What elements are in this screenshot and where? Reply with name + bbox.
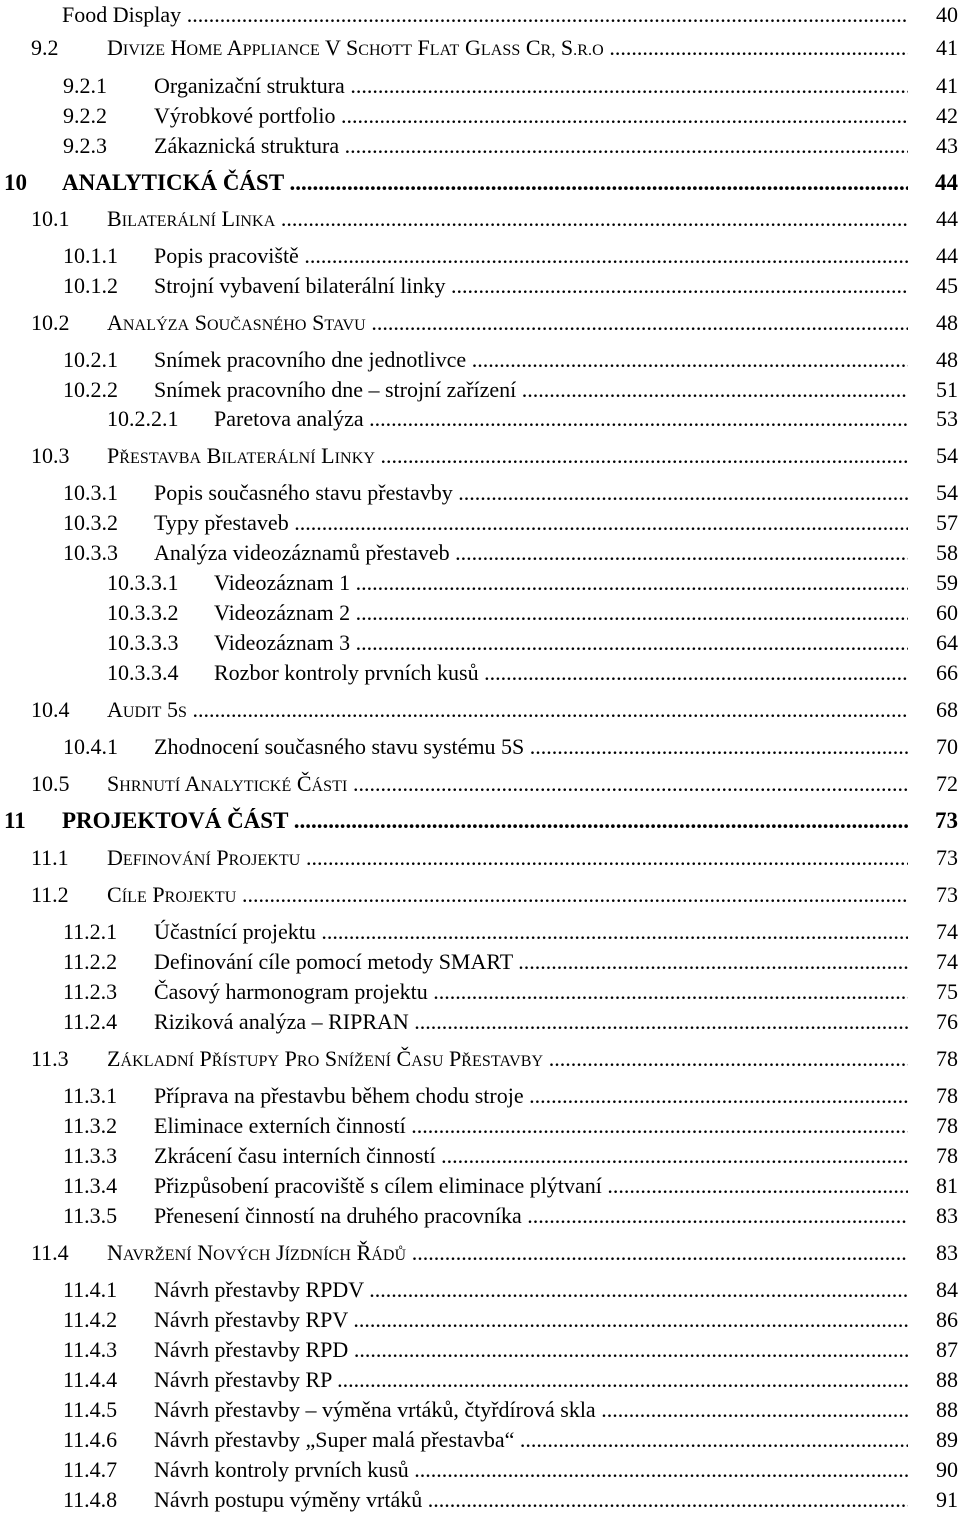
toc-entry-number: 10.2.2 (63, 377, 118, 402)
toc-entry[interactable] (0, 131, 958, 161)
toc-entry-page-number: 76 (936, 1009, 958, 1034)
toc-entry[interactable] (0, 1485, 958, 1515)
toc-entry-page-number: 78 (936, 1046, 958, 1071)
toc-entry-number: 10.3.3.1 (107, 570, 179, 595)
toc-entry-page-number: 88 (936, 1367, 958, 1392)
toc-entry-page-number: 45 (936, 273, 958, 298)
toc-entry-number: 10.2 (31, 310, 70, 335)
toc-entry-page-number: 54 (936, 443, 958, 468)
toc-entry-page-number: 75 (936, 979, 958, 1004)
toc-entry-title: DIVIZE HOME APPLIANCE V SCHOTT FLAT GLASS CR, S.R.O ..... (107, 33, 908, 66)
toc-entry-title: Analýza videozáznamů přestaveb ..... (154, 538, 908, 568)
toc-entry-number: 10.3.3.3 (107, 630, 179, 655)
toc-entry-number: 11.4 (31, 1240, 69, 1265)
toc-entry-page-number: 44 (936, 243, 958, 268)
toc-entry-title: Eliminace externích činností ..... (154, 1111, 908, 1141)
toc-entry-title: Návrh přestavby „Super malá přestavba“ ..... (154, 1425, 908, 1455)
toc-entry[interactable] (0, 538, 958, 568)
toc-entry-page-number: 83 (936, 1240, 958, 1265)
toc-entry-page-number: 43 (936, 133, 958, 158)
toc-entry[interactable] (0, 1425, 958, 1455)
toc-entry[interactable] (0, 769, 958, 799)
toc-entry[interactable] (0, 658, 958, 688)
toc-entry[interactable] (0, 1007, 958, 1037)
toc-entry-page-number: 73 (936, 845, 958, 870)
toc-entry-number: 10.3.3.4 (107, 660, 179, 685)
toc-entry[interactable] (0, 1171, 958, 1201)
toc-entry-page-number: 73 (936, 882, 958, 907)
toc-entry-title: Zákaznická struktura ..... (154, 131, 908, 161)
toc-entry[interactable] (0, 1044, 958, 1074)
toc-entry[interactable] (0, 695, 958, 725)
toc-entry[interactable] (0, 1395, 958, 1425)
toc-entry-page-number: 91 (936, 1487, 958, 1512)
toc-entry-page-number: 68 (936, 697, 958, 722)
toc-entry-number: 11.4.2 (63, 1307, 118, 1332)
toc-entry[interactable] (0, 917, 958, 947)
toc-entry-page-number: 81 (936, 1173, 958, 1198)
toc-entry-page-number: 44 (936, 206, 958, 231)
toc-entry-number: 11.4.4 (63, 1367, 118, 1392)
toc-entry-number: 11.4.7 (63, 1457, 118, 1482)
toc-entry-number: 10.1.1 (63, 243, 118, 268)
toc-entry-page-number: 78 (936, 1113, 958, 1138)
toc-entry-title: Návrh postupu výměny vrtáků ..... (154, 1485, 908, 1515)
toc-entry-number: 10.3.3.2 (107, 600, 179, 625)
toc-entry[interactable] (0, 806, 958, 836)
toc-entry[interactable] (0, 375, 958, 405)
toc-entry-page-number: 78 (936, 1083, 958, 1108)
toc-entry[interactable] (0, 732, 958, 762)
toc-entry[interactable] (0, 0, 958, 30)
toc-entry-page-number: 44 (935, 170, 958, 195)
toc-entry-title: AUDIT 5S ..... (107, 695, 908, 728)
toc-entry-title: NAVRŽENÍ NOVÝCH JÍZDNÍCH ŘÁDŮ ..... (107, 1238, 908, 1271)
toc-entry-page-number: 60 (936, 600, 958, 625)
toc-entry[interactable] (0, 1141, 958, 1171)
toc-entry-page-number: 89 (936, 1427, 958, 1452)
toc-entry-page-number: 59 (936, 570, 958, 595)
toc-entry-title: PŘESTAVBA BILATERÁLNÍ LINKY ..... (107, 441, 908, 474)
toc-entry-number: 10.3.1 (63, 480, 118, 505)
toc-entry-page-number: 87 (936, 1337, 958, 1362)
toc-entry-number: 10.4.1 (63, 734, 118, 759)
toc-entry-number: 11.4.3 (63, 1337, 118, 1362)
toc-entry[interactable] (0, 71, 958, 101)
toc-entry-title: Snímek pracovního dne – strojní zařízení ..... (154, 375, 908, 405)
toc-entry-number: 11.1 (31, 845, 69, 870)
toc-entry-title: ANALÝZA SOUČASNÉHO STAVU ..... (107, 308, 908, 341)
toc-entry-page-number: 72 (936, 771, 958, 796)
toc-entry-page-number: 70 (936, 734, 958, 759)
toc-entry-page-number: 51 (936, 377, 958, 402)
toc-entry[interactable] (0, 308, 958, 338)
toc-entry-title: Návrh přestavby RP ..... (154, 1365, 908, 1395)
toc-entry-number: 11.4.6 (63, 1427, 118, 1452)
toc-entry-number: 10 (4, 170, 27, 195)
toc-entry-number: 9.2.3 (63, 133, 107, 158)
toc-entry-page-number: 42 (936, 103, 958, 128)
toc-entry[interactable] (0, 977, 958, 1007)
toc-entry-page-number: 86 (936, 1307, 958, 1332)
toc-entry-title: ANALYTICKÁ ČÁST ..... (62, 168, 908, 198)
toc-entry[interactable] (0, 628, 958, 658)
toc-entry[interactable] (0, 101, 958, 131)
toc-entry-title: Videozáznam 3 ..... (214, 628, 908, 658)
toc-entry-title: Zhodnocení současného stavu systému 5S ..... (154, 732, 908, 762)
toc-entry[interactable] (0, 404, 958, 434)
toc-entry-title: Návrh přestavby RPDV ..... (154, 1275, 908, 1305)
toc-entry-number: 10.3.3 (63, 540, 118, 565)
toc-entry-number: 10.3.2 (63, 510, 118, 535)
toc-entry[interactable] (0, 204, 958, 234)
toc-entry-number: 11.3.5 (63, 1203, 118, 1228)
toc-entry[interactable] (0, 880, 958, 910)
toc-entry-page-number: 74 (936, 919, 958, 944)
toc-entry-number: 9.2.2 (63, 103, 107, 128)
toc-entry-title: Videozáznam 1 ..... (214, 568, 908, 598)
toc-entry-page-number: 90 (936, 1457, 958, 1482)
toc-entry-number: 11.4.5 (63, 1397, 118, 1422)
toc-entry-number: 10.2.1 (63, 347, 118, 372)
toc-entry-page-number: 84 (936, 1277, 958, 1302)
toc-entry-title: Strojní vybavení bilaterální linky ..... (154, 271, 908, 301)
toc-entry[interactable] (0, 947, 958, 977)
toc-entry-number: 11.3.4 (63, 1173, 118, 1198)
toc-entry-number: 11.3.2 (63, 1113, 118, 1138)
toc-entry[interactable] (0, 1238, 958, 1268)
toc-entry[interactable] (0, 843, 958, 873)
toc-entry-number: 11.3 (31, 1046, 69, 1071)
toc-entry-number: 11.4.8 (63, 1487, 118, 1512)
toc-entry[interactable] (0, 1455, 958, 1485)
toc-entry-title: Typy přestaveb ..... (154, 508, 908, 538)
toc-entry[interactable] (0, 241, 958, 271)
toc-entry-title: Definování cíle pomocí metody SMART ..... (154, 947, 908, 977)
toc-entry[interactable] (0, 478, 958, 508)
toc-entry[interactable] (0, 33, 958, 63)
toc-entry[interactable] (0, 508, 958, 538)
toc-entry-title: Návrh přestavby RPD ..... (154, 1335, 908, 1365)
toc-entry-number: 10.1 (31, 206, 70, 231)
toc-entry-title: Rozbor kontroly prvních kusů ..... (214, 658, 908, 688)
toc-entry-page-number: 48 (936, 310, 958, 335)
toc-entry-title: BILATERÁLNÍ LINKA ..... (107, 204, 908, 237)
toc-entry-page-number: 73 (935, 808, 958, 833)
toc-entry-title: SHRNUTÍ ANALYTICKÉ ČÁSTI ..... (107, 769, 908, 802)
toc-entry-page-number: 83 (936, 1203, 958, 1228)
toc-entry-number: 9.2.1 (63, 73, 107, 98)
toc-entry-number: 11.4.1 (63, 1277, 118, 1302)
toc-entry-title: Návrh přestavby RPV ..... (154, 1305, 908, 1335)
toc-entry-title: Snímek pracovního dne jednotlivce ..... (154, 345, 908, 375)
toc-entry-title: Přizpůsobení pracoviště s cílem eliminace plýtvaní ..... (154, 1171, 908, 1201)
toc-entry[interactable] (0, 168, 958, 198)
toc-entry-number: 11.3.1 (63, 1083, 118, 1108)
toc-entry-number: 10.5 (31, 771, 70, 796)
toc-entry-title: Časový harmonogram projektu ..... (154, 977, 908, 1007)
toc-entry-title: Zkrácení času interních činností ..... (154, 1141, 908, 1171)
toc-entry-title: Popis současného stavu přestavby ..... (154, 478, 908, 508)
toc-entry-number: 11.2.3 (63, 979, 118, 1004)
toc-entry-title: Výrobkové portfolio ..... (154, 101, 908, 131)
toc-entry[interactable] (0, 1305, 958, 1335)
toc-entry-number: 11.2 (31, 882, 69, 907)
toc-entry-page-number: 74 (936, 949, 958, 974)
toc-entry-page-number: 53 (936, 406, 958, 431)
toc-entry-number: 11.2.1 (63, 919, 118, 944)
toc-entry-number: 10.4 (31, 697, 70, 722)
toc-entry[interactable] (0, 1111, 958, 1141)
toc-entry[interactable] (0, 1201, 958, 1231)
toc-entry-page-number: 66 (936, 660, 958, 685)
toc-entry-title: Riziková analýza – RIPRAN ..... (154, 1007, 908, 1037)
toc-entry-number: 11.2.2 (63, 949, 118, 974)
toc-entry-title: Videozáznam 2 ..... (214, 598, 908, 628)
toc-entry-page-number: 54 (936, 480, 958, 505)
toc-entry-title: PROJEKTOVÁ ČÁST ..... (62, 806, 908, 836)
toc-entry-title: Paretova analýza ..... (214, 404, 908, 434)
toc-entry-page-number: 57 (936, 510, 958, 535)
toc-entry[interactable] (0, 1365, 958, 1395)
toc-entry-number: 11.3.3 (63, 1143, 118, 1168)
toc-entry-page-number: 58 (936, 540, 958, 565)
toc-entry[interactable] (0, 345, 958, 375)
toc-entry-page-number: 64 (936, 630, 958, 655)
toc-entry-number: 10.3 (31, 443, 70, 468)
toc-entry-title: Food Display ..... (62, 0, 908, 30)
toc-entry-page-number: 78 (936, 1143, 958, 1168)
toc-entry[interactable] (0, 1275, 958, 1305)
toc-entry[interactable] (0, 598, 958, 628)
toc-entry-number: 10.2.2.1 (107, 406, 179, 431)
toc-entry-title: ZÁKLADNÍ PŘÍSTUPY PRO SNÍŽENÍ ČASU PŘESTAVBY ..... (107, 1044, 908, 1077)
toc-entry[interactable] (0, 1335, 958, 1365)
toc-entry-page-number: 41 (936, 35, 958, 60)
toc-entry-number: 10.1.2 (63, 273, 118, 298)
toc-entry-title: Návrh přestavby – výměna vrtáků, čtyřdírová skla ..... (154, 1395, 908, 1425)
toc-entry-page-number: 41 (936, 73, 958, 98)
toc-entry-page-number: 48 (936, 347, 958, 372)
toc-entry[interactable] (0, 568, 958, 598)
toc-entry-title: Účastnící projektu ..... (154, 917, 908, 947)
toc-entry[interactable] (0, 441, 958, 471)
toc-entry-title: Návrh kontroly prvních kusů ..... (154, 1455, 908, 1485)
toc-entry-title: CÍLE PROJEKTU ..... (107, 880, 908, 913)
toc-entry-title: Příprava na přestavbu během chodu stroje ..... (154, 1081, 908, 1111)
toc-entry-title: Organizační struktura ..... (154, 71, 908, 101)
toc-entry-title: Přenesení činností na druhého pracovníka ..... (154, 1201, 908, 1231)
toc-entry[interactable] (0, 1081, 958, 1111)
toc-entry-number: 9.2 (31, 35, 59, 60)
toc-entry-page-number: 88 (936, 1397, 958, 1422)
toc-entry-number: 11 (4, 808, 26, 833)
toc-entry[interactable] (0, 271, 958, 301)
toc-entry-title: DEFINOVÁNÍ PROJEKTU ..... (107, 843, 908, 876)
toc-entry-number: 11.2.4 (63, 1009, 118, 1034)
toc-entry-title: Popis pracoviště ..... (154, 241, 908, 271)
toc-entry-page-number: 40 (936, 2, 958, 27)
